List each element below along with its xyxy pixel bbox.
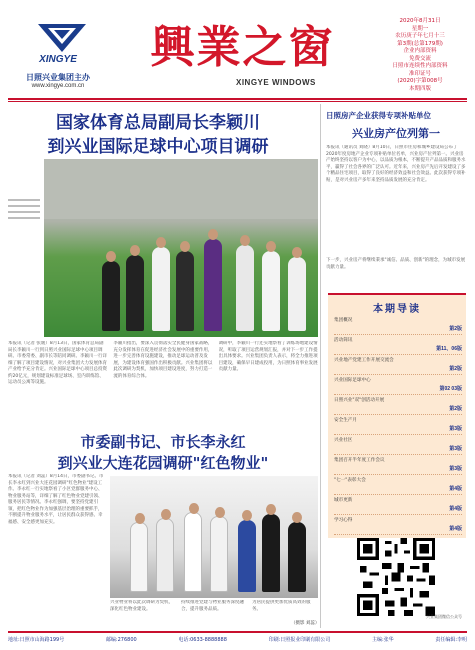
guide-item-page: 第11、06版 bbox=[436, 346, 462, 352]
guide-item-text: 兴业国际足球中心 bbox=[334, 378, 371, 383]
logo-wordmark: XINGYE bbox=[39, 54, 77, 65]
lead-headline-line2: 到兴业国际足球中心项目调研 bbox=[47, 137, 269, 157]
second-headline-line1: 市委副书记、市长李永红 bbox=[80, 433, 246, 451]
guide-item[interactable] bbox=[334, 515, 462, 535]
issue-pages: 本期四版 bbox=[408, 85, 431, 92]
lead-body-col1: 本报讯（记者 张媛）8月13日，国家体育总局副局长李颖川一行到日照兴业国际足球中心项目调研。市委常委、副市长等陪同调研。李颖川一行详细了解了项目建设情况，对兴业集团大力发展体育产业给予充分肯定。兴业国际足球中心项目总投资约20亿元，规划建设标准足球场、室内训练馆、运动员公寓等设施。 bbox=[8, 341, 107, 385]
guide-title: 本期导读 bbox=[373, 304, 421, 315]
newspaper-title: 興業之窗 bbox=[150, 22, 335, 73]
footer-address: 地址:日照市山海路199号 bbox=[8, 636, 65, 643]
masthead-logo bbox=[8, 18, 108, 90]
right-article-headline: 兴业房产位列第一 bbox=[352, 127, 440, 140]
second-body-col3: 为居民提供更加优质高效的服务。 bbox=[252, 600, 311, 612]
guide-item[interactable] bbox=[334, 435, 462, 455]
guide-item[interactable] bbox=[334, 455, 462, 475]
guide-item-page: 第4版 bbox=[449, 486, 462, 492]
guide-item-page: 第3版 bbox=[449, 426, 462, 432]
right-article-kicker: 日照房产企业获得专项补贴单位 bbox=[326, 111, 431, 120]
issue-permit-type: 日照市连续性内部资料 bbox=[392, 63, 448, 69]
issue-free: 免费交流 bbox=[408, 55, 431, 62]
issue-lunar-date: 农历庚子年七月十三 bbox=[395, 33, 445, 39]
issue-type: 企业内部资料 bbox=[403, 48, 437, 54]
guide-item-page: 第3版 bbox=[449, 466, 462, 472]
guide-item[interactable] bbox=[334, 335, 462, 355]
guide-item-page: 第3版 bbox=[449, 446, 462, 452]
footer-postcode: 邮编:276800 bbox=[105, 636, 137, 643]
guide-item-text: 日照兴业"双"创活动开展 bbox=[334, 398, 385, 403]
lead-article-body bbox=[8, 341, 318, 423]
footer-phone: 电话:0633-8888888 bbox=[178, 636, 227, 643]
issue-permit-label: 准印证号 bbox=[408, 70, 431, 77]
guide-item-page: 第02 03版 bbox=[439, 386, 462, 392]
second-headline-line2: 到兴业大连花园调研"红色物业" bbox=[57, 454, 269, 472]
second-article-body: 本报讯（记者 刘蕊）8月14日，市委副书记、市长李永红到兴业大连花园调研"红色物业"建设工作。李永红一行实地察看了小区党群服务中心、物业服务站等，详细了解了红色物业党建引领、服务居民等情况。李永红强调，要坚持党建引领，把红色物业作为加强基层治理的重要抓手，不断提升物业服务水平，让居民群众获得感、幸福感、安全感更加充实。 bbox=[8, 474, 104, 525]
xingye-logo-icon bbox=[34, 20, 90, 54]
second-article-body-columns bbox=[110, 600, 318, 628]
right-article-body-continued: 下一步，兴业房产将继续秉承"诚信、品质、创新"的理念，为城市发展贡献力量。 bbox=[326, 258, 466, 270]
guide-item-text: 活动简讯 bbox=[334, 338, 353, 343]
guide-item-text: "七一"表彰大会 bbox=[334, 478, 366, 483]
guide-item-text: 学习心得 bbox=[334, 518, 353, 523]
issue-weekday: 星期一 bbox=[411, 25, 429, 32]
photo-credit: （摄影 刘蕊） bbox=[291, 621, 320, 626]
lead-sidebar-text bbox=[8, 159, 40, 337]
qr-caption: 兴业集团微信公众号 bbox=[426, 614, 462, 619]
second-article-photo bbox=[110, 476, 318, 598]
guide-item-text: 安全生产月 bbox=[334, 418, 357, 423]
issue-permit-number: (2020)字第008号 bbox=[397, 78, 443, 84]
website-url[interactable]: www.xingye.com.cn bbox=[31, 83, 85, 89]
issue-info bbox=[372, 18, 468, 92]
guide-item[interactable] bbox=[334, 395, 462, 415]
guide-item[interactable] bbox=[334, 375, 462, 395]
guide-item-page: 第4版 bbox=[449, 526, 462, 532]
issue-guide-box bbox=[328, 293, 466, 538]
guide-item[interactable] bbox=[334, 355, 462, 375]
guide-item[interactable] bbox=[334, 315, 462, 335]
column-divider bbox=[320, 104, 321, 628]
second-body-col1: 兴业物业将以此次调研为契机，深化红色物业建设。 bbox=[110, 600, 173, 612]
guide-item[interactable] bbox=[334, 475, 462, 495]
guide-item-text: 兴业地产党建工作开展交流会 bbox=[334, 358, 394, 363]
guide-item-page: 第2版 bbox=[449, 366, 462, 372]
photo-wall bbox=[44, 159, 318, 219]
guide-item-text: 城市更新 bbox=[334, 498, 353, 503]
guide-item-page: 第2版 bbox=[449, 406, 462, 412]
newspaper-title-english: XINGYE WINDOWS bbox=[236, 78, 316, 87]
lead-headline-line1: 国家体育总局副局长李颖川 bbox=[56, 113, 260, 133]
footer-editor: 责任编辑:李明 bbox=[435, 636, 467, 643]
lead-body-col2: 李颖川指出，要深入贯彻落实全民健身国家战略，充分发挥体育在促进经济社会发展中的重要作用，进一步完善体育设施建设，推动足球运动普及发展，为建设体育强国作出积极贡献。兴业集团将以此次调研为契机，加快项目建设进度，努力打造一流的体育综合体。 bbox=[113, 341, 213, 379]
qr-code-icon[interactable] bbox=[357, 538, 435, 616]
second-body-col2: 持续推进党建与物业服务深度融合，提升服务品质。 bbox=[181, 600, 244, 612]
issue-number: 第3期(总第179期) bbox=[397, 40, 443, 47]
guide-item-text: 兴业社区 bbox=[334, 438, 353, 443]
lead-body-col3: 调研中，李颖川一行还实地察看了训练场地建设情况，听取了项目运营规划汇报，并对下一步工作提出具体要求。兴业集团负责人表示，将全力推进项目建设，确保早日建成投用，为日照体育事业发展贡献力量。 bbox=[218, 341, 318, 372]
guide-item-page: 第2版 bbox=[449, 326, 462, 332]
guide-item[interactable] bbox=[334, 495, 462, 515]
guide-item-text: 集团概况 bbox=[334, 318, 353, 323]
lead-photo bbox=[44, 159, 318, 337]
guide-item-page: 第4版 bbox=[449, 506, 462, 512]
right-article-body: 本报讯（通讯员 刘晓）8月10日，日照市住房和城乡建设局公布了2020年度房地产企业专项补贴单位名单，兴业房产位列第一。兴业房产始终坚持以客户为中心，以品质为根本，不断提升产品品质和服务水平，赢得了社会各界的广泛认可。近年来，兴业房产先后开发建设了多个精品住宅项目，取得了良好的经济效益和社会效益。此次获得专项补贴，是对兴业房产多年来坚持品质发展的充分肯定。 bbox=[326, 145, 466, 183]
masthead-divider-thin bbox=[8, 101, 467, 102]
footer-chief-editor: 主编:张华 bbox=[371, 636, 394, 643]
footer-printer: 印刷:日照报业印刷有限公司 bbox=[268, 636, 331, 643]
page-footer bbox=[8, 631, 467, 643]
issue-date: 2020年8月31日 bbox=[399, 18, 441, 24]
guide-item[interactable] bbox=[334, 415, 462, 435]
masthead-divider bbox=[8, 98, 467, 100]
guide-item-text: 集团召开半年度工作会议 bbox=[334, 458, 385, 463]
sponsor-label: 日照兴业集团主办 bbox=[26, 73, 90, 82]
